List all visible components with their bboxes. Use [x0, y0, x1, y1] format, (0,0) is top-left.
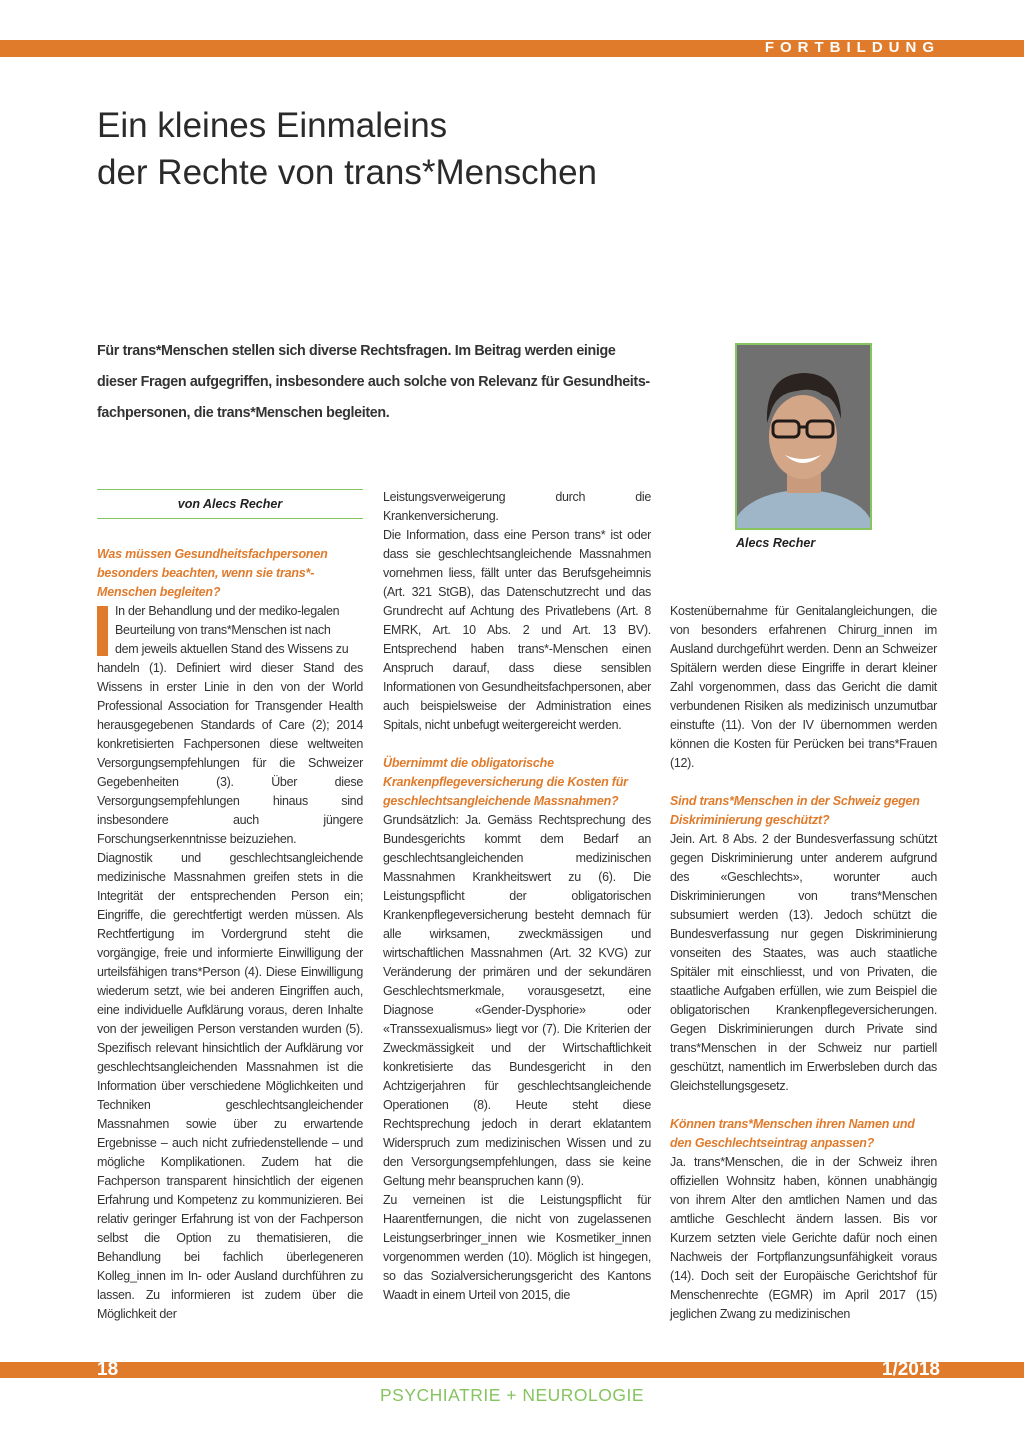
paragraph: Die Information, dass eine Person trans* ist oder dass sie geschlechtsangleichende Massnahmen vornehmen liess, fällt unter das Berufsgeheimnis (Art. 321 StGB), das Datenschutzrecht und das Grundrecht auf Achtung des Privatlebens (Art. 8 EMRK, Art. 10 Abs. 2 und Art. 13 BV). Entsprechend haben trans*-Menschen einen Anspruch darauf, dass diese sensiblen Informationen von Gesundheitsfachpersonen, aber auch beispielsweise der Administration eines Spitals, nicht unbefugt weitergereicht werden. [383, 528, 651, 732]
paragraph: Jein. Art. 8 Abs. 2 der Bundesverfassung schützt gegen Diskriminierung unter anderem aufgrund des «Geschlechts», worunter auch Diskriminierungen von trans*Menschen subsumiert werden (13). Jedoch schützt die Bundesverfassung nur gegen Diskriminierung vonseiten des Staates, was auch staatliche Spitäler mit einschliesst, und von Privaten, die staatliche Aufgaben erfüllen, wie zum Beispiel die obligatorischen Krankenpflegeversicherungen. Gegen Diskriminierungen durch Private sind trans*Menschen in der Schweiz nur partiell geschützt, namentlich im Erwerbsleben durch das Gleichstellungsgesetz. [670, 832, 937, 1093]
paragraph: Kostenübernahme für Genitalangleichungen, die von besonders erfahrenen Chirurg_innen im Ausland durchgeführt werden. Denn an Schweizer Spitälern werden diese Eingriffe in derart kleiner Zahl vorgenommen, dass das Gericht die damit verbundenen Risiken als medizinisch unzumutbar einstufte (11). Von der IV übernommen werden können die Kosten für Perücken bei trans*Frauen (12). [670, 604, 937, 770]
paragraph [97, 602, 363, 849]
paragraph: Diagnostik und geschlechtsangleichende medizinische Massnahmen greifen stets in die Integrität der entsprechenden Person ein; Eingriffe, die gerechtfertigt werden müssen. Als Rechtfertigung im Vordergrund steht die vorgängige, freie und informierte Einwilligung der urteilsfähigen trans*Person (4). Diese Einwilligung wiederum setzt, wie bei anderen Eingriffen auch, eine individuelle Aufklärung voraus, deren Inhalte von der jeweiligen Person verstanden wurden (5). Spezifisch relevant hinsichtlich der Aufklärung vor geschlechtsangleichenden Massnahmen ist die Information über verschiedene Möglichkeiten und Techniken geschlechtsangleichender Massnahmen sowie über zu erwartende Ergebnisse – auch nicht zufriedenstellende – und mögliche Komplikationen. Zudem hat die Fachperson transparent hinsichtlich der eigenen Erfahrung und Kompetenz zu kommunizieren. Bei relativ geringer Erfahrung ist von der Fachperson selbst die Option zu thematisieren, die Behandlung bei fachlich überlegeneren Kolleg_innen im In- oder Ausland durchführen zu lassen. Zu informieren ist zudem über die Möglichkeit der [97, 851, 363, 1321]
drop-cap [97, 606, 108, 656]
paragraph-line: In der Behandlung und der mediko-legalen [115, 604, 340, 618]
paragraph: Grundsätzlich: Ja. Gemäss Rechtsprechung des Bundesgerichts kommt dem Bedarf an geschlechtsangleichenden medizinischen Massnahmen Krankheitswert zu (6). Die Leistungspflicht der obligatorischen Krankenpflegeversicherung besteht demnach für alle wirksamen, zweckmässigen und wirtschaftlichen Massnahmen (Art. 32 KVG) zur Veränderung der primären und der sekundären Geschlechtsmerkmale, vorausgesetzt, eine Diagnose «Gender-Dysphorie» oder «Transsexualismus» liegt vor (7). Die Kriterien der Zweckmässigkeit und der Wirtschaftlichkeit konkretisierte das Bundesgericht in den Achtzigerjahren für geschlechtsangleichende Operationen (8). Heute steht diese Rechtsprechung jedoch in derart eklatantem Widerspruch zum medizinischen Wissen und zu den Versorgungsempfehlungen, dass sie keine Geltung mehr beanspruchen kann (9). [383, 813, 651, 1188]
section-label: FORTBILDUNG [764, 39, 940, 56]
section-heading: Können trans*Menschen ihren Namen und den Geschlechtseintrag anpassen? [670, 1117, 915, 1150]
paragraph-line: Beurteilung von trans*Menschen ist nach [115, 623, 331, 637]
author-photo [735, 343, 872, 530]
section-heading: Sind trans*Menschen in der Schweiz gegen Diskriminierung geschützt? [670, 794, 920, 827]
paragraph-text: handeln (1). Definiert wird dieser Stand des Wissens in erster Linie in den von der World Professional Association for Transgender Health herausgegebenen Standards of Care (2); 2014 konkretisierten Fachpersonen diese weltweiten Versorgungsempfehlungen für die Schweizer Gegebenheiten (3). Über diese Versorgungsempfehlungen hinaus sind insbesondere auch jüngere Forschungserkenntnisse beizuziehen. [97, 661, 363, 846]
column-3 [670, 602, 937, 1324]
journal-name: PSYCHIATRIE + NEUROLOGIE [379, 1385, 645, 1405]
paragraph-line: dem jeweils aktuellen Stand des Wissens zu [115, 642, 349, 656]
article-title [97, 102, 797, 196]
paragraph: Leistungsverweigerung durch die Krankenversicherung. [383, 490, 651, 523]
title-line-2: der Rechte von trans*Menschen [97, 153, 597, 192]
bottom-accent-bar [0, 1362, 1024, 1378]
paragraph: Ja. trans*Menschen, die in der Schweiz ihren offiziellen Wohnsitz haben, können unabhängig von ihrem Alter den amtlichen Namen und das amtliche Geschlecht ändern lassen. Bis vor Kurzem setzten viele Gerichte dafür noch einen Nachweis der Fortpflanzungsunfähigkeit voraus (14). Doch seit der Europäische Gerichtshof für Menschenrechte (EGMR) im April 2017 (15) jeglichen Zwang zu medizinischen [670, 1155, 937, 1321]
section-heading: Was müssen Gesundheitsfachpersonen besonders beachten, wenn sie trans*-Menschen begleiten? [97, 547, 328, 599]
paragraph: Zu verneinen ist die Leistungspflicht für Haarentfernungen, die nicht von zugelassenen Leistungserbringer_innen wie Kosmetiker_innen vorgenommen werden (10). Möglich ist hingegen, so das Sozialversicherungsgericht des Kantons Waadt in einem Urteil von 2015, die [383, 1193, 651, 1302]
photo-caption: Alecs Recher [736, 536, 816, 550]
author-portrait-image [737, 345, 870, 528]
column-1 [97, 545, 363, 1324]
page-number: 18 [97, 1359, 119, 1380]
title-line-1: Ein kleines Einmaleins [97, 106, 448, 145]
byline: von Alecs Recher [97, 489, 363, 519]
column-2 [383, 488, 651, 1305]
article-lead: Für trans*Menschen stellen sich diverse Rechtsfragen. Im Beitrag werden einige dieser Fragen aufgegriffen, insbesondere auch solche von Relevanz für Gesundheits-fachpersonen, die trans*Menschen begleiten. [97, 343, 650, 421]
issue-number: 1/2018 [881, 1359, 940, 1380]
section-heading: Übernimmt die obligatorische Krankenpflegeversicherung die Kosten für geschlechtsangleichende Massnahmen? [383, 756, 628, 808]
